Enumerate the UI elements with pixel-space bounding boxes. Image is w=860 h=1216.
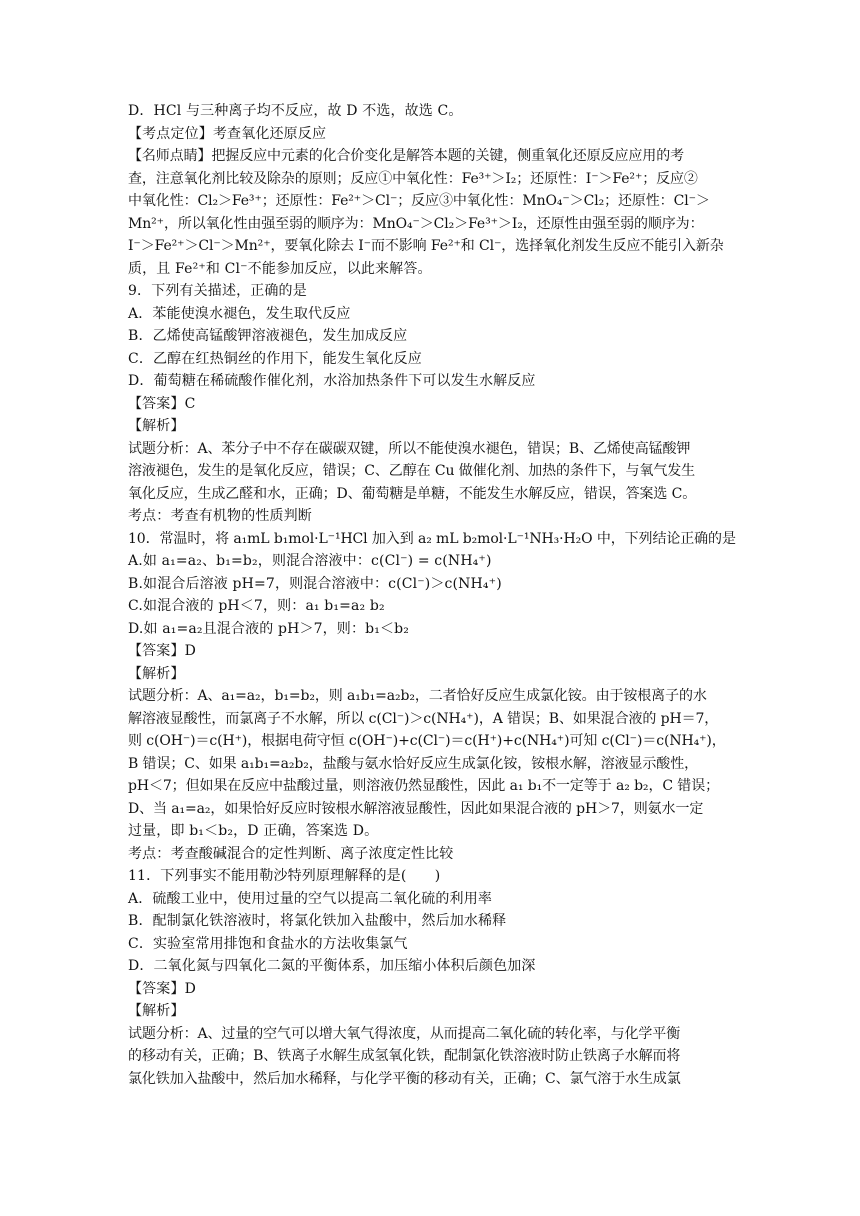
option-c: C．乙醇在红热铜丝的作用下，能发生氧化反应 bbox=[128, 350, 422, 367]
topic-line: 考点：考查酸碱混合的定性判断、离子浓度定性比较 bbox=[128, 845, 454, 862]
answer-label: 【答案】C bbox=[128, 395, 196, 412]
text-line: B 错误；C、如果 a₁b₁=a₂b₂，盐酸与氨水恰好反应生成氯化铵，铵根水解，溶液显示酸性， bbox=[128, 755, 698, 772]
option-d: D．二氧化氮与四氧化二氮的平衡体系，加压缩小体积后颜色加深 bbox=[128, 958, 536, 974]
text-line: D．HCl 与三种离子均不反应，故 D 不选，故选 C。 bbox=[128, 103, 463, 119]
text-line: 解溶液显酸性，而氯离子不水解，所以 c(Cl⁻)＞c(NH₄⁺)，A 错误；B、如果混合液的 pH＝7， bbox=[128, 710, 719, 727]
text-line: 溶液褪色，发生的是氧化反应，错误；C、乙醇在 Cu 做催化剂、加热的条件下，与氧气发生 bbox=[128, 463, 696, 479]
question-9-stem: 9．下列有关描述，正确的是 bbox=[128, 283, 307, 299]
answer-label: 【答案】D bbox=[128, 643, 196, 659]
text-line: 【考点定位】考查氧化还原反应 bbox=[128, 125, 327, 142]
option-a: A．硫酸工业中，使用过量的空气以提高二氧化硫的利用率 bbox=[128, 890, 493, 907]
topic-line: 考点：考查有机物的性质判断 bbox=[128, 508, 312, 524]
text-line: 过量，即 b₁＜b₂，D 正确，答案选 D。 bbox=[128, 823, 379, 839]
text-line: D、当 a₁=a₂，如果恰好反应时铵根水解溶液显酸性，因此如果混合液的 pH＞7，则氨水一定 bbox=[128, 800, 704, 817]
text-line: 【名师点睛】把握反应中元素的化合价变化是解答本题的关键，侧重氧化还原反应应用的考 bbox=[128, 148, 684, 164]
text-line: 中氧化性：Cl₂＞Fe³⁺；还原性：Fe²⁺＞Cl⁻；反应③中氧化性：MnO₄⁻＞Cl₂；还原性：Cl⁻＞ bbox=[128, 193, 710, 209]
question-11-stem: 11．下列事实不能用勒沙特列原理解释的是( ) bbox=[128, 868, 441, 884]
option-a: A.如 a₁=a₂、b₁=b₂，则混合溶液中：c(Cl⁻) = c(NH₄⁺) bbox=[128, 553, 492, 569]
text-line: 试题分析：A、a₁=a₂，b₁=b₂，则 a₁b₁=a₂b₂，二者恰好反应生成氯化铵。由于铵根离子的水 bbox=[128, 688, 707, 704]
option-d: D．葡萄糖在稀硫酸作催化剂，水浴加热条件下可以发生水解反应 bbox=[128, 373, 536, 389]
answer-label: 【答案】D bbox=[128, 980, 196, 997]
text-line: 查，注意氧化剂比较及除杂的原则；反应①中氧化性：Fe³⁺＞I₂；还原性：I⁻＞Fe²⁺；反应② bbox=[128, 170, 698, 187]
text-line: pH＜7；但如果在反应中盐酸过量，则溶液仍然显酸性，因此 a₁ b₁不一定等于 a₂ b₂，C 错误； bbox=[128, 778, 720, 794]
analysis-label: 【解析】 bbox=[128, 1003, 185, 1019]
option-b: B．配制氯化铁溶液时，将氯化铁加入盐酸中，然后加水稀释 bbox=[128, 913, 507, 929]
analysis-label: 【解析】 bbox=[128, 418, 185, 434]
text-line: 则 c(OH⁻)＝c(H⁺)，根据电荷守恒 c(OH⁻)+c(Cl⁻)＝c(H⁺)+c(NH₄⁺)可知 c(Cl⁻)＝c(NH₄⁺)， bbox=[128, 733, 726, 749]
text-line: 的移动有关，正确；B、铁离子水解生成氢氧化铁，配制氯化铁溶液时防止铁离子水解而将 bbox=[128, 1048, 681, 1064]
option-d: D.如 a₁=a₂且混合液的 pH＞7，则：b₁＜b₂ bbox=[128, 620, 410, 637]
text-line: I⁻＞Fe²⁺＞Cl⁻＞Mn²⁺，要氧化除去 I⁻而不影响 Fe²⁺和 Cl⁻，选择氧化剂发生反应不能引入新杂 bbox=[128, 238, 724, 254]
question-10-stem: 10．常温时，将 a₁mL b₁mol·L⁻¹HCl 加入到 a₂ mL b₂mol·L⁻¹NH₃·H₂O 中，下列结论正确的是 bbox=[128, 530, 736, 547]
text-line: 试题分析：A、过量的空气可以增大氧气得浓度，从而提高二氧化硫的转化率，与化学平衡 bbox=[128, 1025, 681, 1042]
option-c: C．实验室常用排饱和食盐水的方法收集氯气 bbox=[128, 935, 408, 952]
text-line: 氯化铁加入盐酸中，然后加水稀释，与化学平衡的移动有关，正确；C、氯气溶于水生成氯 bbox=[128, 1070, 681, 1087]
text-line: 质，且 Fe²⁺和 Cl⁻不能参加反应，以此来解答。 bbox=[128, 260, 432, 277]
text-line: 氧化反应，生成乙醛和水，正确；D、葡萄糖是单糖，不能发生水解反应，错误，答案选 C。 bbox=[128, 485, 697, 502]
option-a: A．苯能使溴水褪色，发生取代反应 bbox=[128, 305, 351, 322]
text-line: Mn²⁺，所以氧化性由强至弱的顺序为：MnO₄⁻＞Cl₂＞Fe³⁺＞I₂，还原性由强至弱的顺序为： bbox=[128, 215, 704, 232]
option-b: B．乙烯使高锰酸钾溶液褪色，发生加成反应 bbox=[128, 328, 408, 344]
analysis-label: 【解析】 bbox=[128, 665, 185, 682]
option-b: B.如混合后溶液 pH=7，则混合溶液中：c(Cl⁻)＞c(NH₄⁺) bbox=[128, 575, 502, 592]
option-c: C.如混合液的 pH＜7，则：a₁ b₁=a₂ b₂ bbox=[128, 598, 385, 614]
text-line: 试题分析：A、苯分子中不存在碳碳双键，所以不能使溴水褪色，错误；B、乙烯使高锰酸钾 bbox=[128, 440, 691, 457]
